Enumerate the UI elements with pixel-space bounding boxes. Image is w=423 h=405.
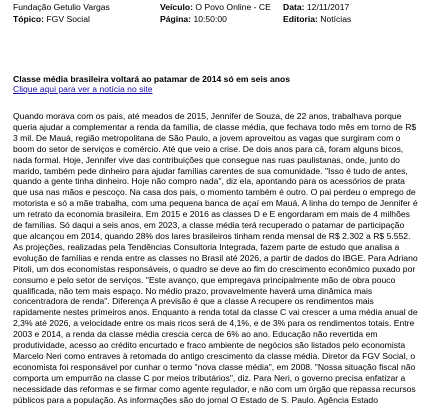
topic-label: Tópico: — [13, 14, 45, 24]
editorial-label: Editoria: — [283, 14, 318, 24]
clipping-header — [0, 0, 423, 26]
source-name — [13, 2, 110, 12]
header-row-2 — [0, 14, 423, 24]
date-value: 12/11/2017 — [306, 2, 350, 12]
article-body: Quando morava com os pais, até meados de 2015, Jennifer de Souza, de 22 anos, trabalhava porque queria ajudar a complementar a renda da família, de classe média, que fechava todo mês em torno de R$ 3 mil. De Mauá, região metropolitana de São Paulo, a jovem aproveitou as vagas que surgiram com o boom do setor de serviços e comércio. Até que veio a crise. De dois anos para cá, foram alguns bicos, nada formal. Hoje, Jennifer vive das contribuições que consegue nas ruas paulistanas, onde, junto do marido, também pede dinheiro para ajudar famílias carentes de sua comunidade. "Isso é tudo de antes, quando a gente tinha dinheiro. Hoje não compro nada", diz ela, apontando para os acessórios de prata que usa nas mãos e pescoço. Na casa dos pais, o momento também é outro. O pai perdeu o emprego de motorista e só a mãe trabalha, com uma pequena banca de açaí em Mauá. A linha do tempo de Jennifer é um retrato da economia brasileira. Em 2015 e 2016 as classes D e E engordaram em mais de 4 milhões de famílias. Só daqui a seis anos, em 2023, a classe média terá recuperado o patamar de participação que alcançou em 2014, quando 28% dos lares brasileiros tinham renda mensal de R$ 2.302 a R$ 5.552. As projeções, realizadas pela Tendências Consultoria Integrada, fazem parte de estudo que analisa a evolução de famílias e renda entre as classes no Brasil até 2026, a partir de dados do IBGE. Para Adriano Pitoli, um dos economistas responsáveis, o quadro se deve ao fim do crescimento econômico puxado por consumo e pelo setor de serviços. "Este avanço, que empregava principalmente mão de obra pouco qualificada, não tem mais espaço. No médio prazo, provavelmente haverá uma dinâmica mais concentradora de renda". Diferença A previsão é que a classe A recupere os rendimentos mais rapidamente nestes primeiros anos. Enquanto a renda total da classe C vai crescer a uma média anual de 2,3% até 2026, a velocidade entre os mais ricos será de 4,1%, e de 3% para os rendimentos totais. Entre 2003 e 2014, a renda da classe média crescia cerca de 6% ao ano. Educação não revertida em produtividade, acesso ao crédito encurtado e fraco ambiente de negócios são listados pelo economista Marcelo Neri como entraves à retomada do antigo crescimento da classe média. Diretor da FGV Social, o economista foi responsável por cunhar o termo "nova classe média", em 2008. "Nossa situação fiscal não comporta um empurrão na classe C por meios tributários", diz. Para Neri, o governo precisa enfatizar a necessidade das reformas e se firmar como agente regulador, e não com um órgão que repassa recursos públicos para a população. As informações são do jornal O Estado de S. Paulo. Agência Estado — [13, 111, 418, 405]
page-label: Página: — [160, 14, 192, 24]
header-row-1 — [0, 2, 423, 12]
source-label: Fundação Getulio Vargas — [13, 2, 110, 12]
topic-field — [13, 14, 90, 24]
vehicle-field — [160, 2, 271, 12]
article-title: Classe média brasileira voltará ao patamar de 2014 só em seis anos — [13, 74, 291, 84]
vehicle-label: Veículo: — [160, 2, 193, 12]
view-on-site-link[interactable]: Clique aqui para ver a notícia no site — [13, 84, 153, 94]
page-field — [160, 14, 227, 24]
date-field — [283, 2, 349, 12]
page-value: 10:50:00 — [193, 14, 227, 24]
editorial-field — [283, 14, 351, 24]
topic-value: FGV Social — [46, 14, 90, 24]
editorial-value: Notícias — [320, 14, 352, 24]
vehicle-value: O Povo Online - CE — [195, 2, 271, 12]
date-label: Data: — [283, 2, 305, 12]
